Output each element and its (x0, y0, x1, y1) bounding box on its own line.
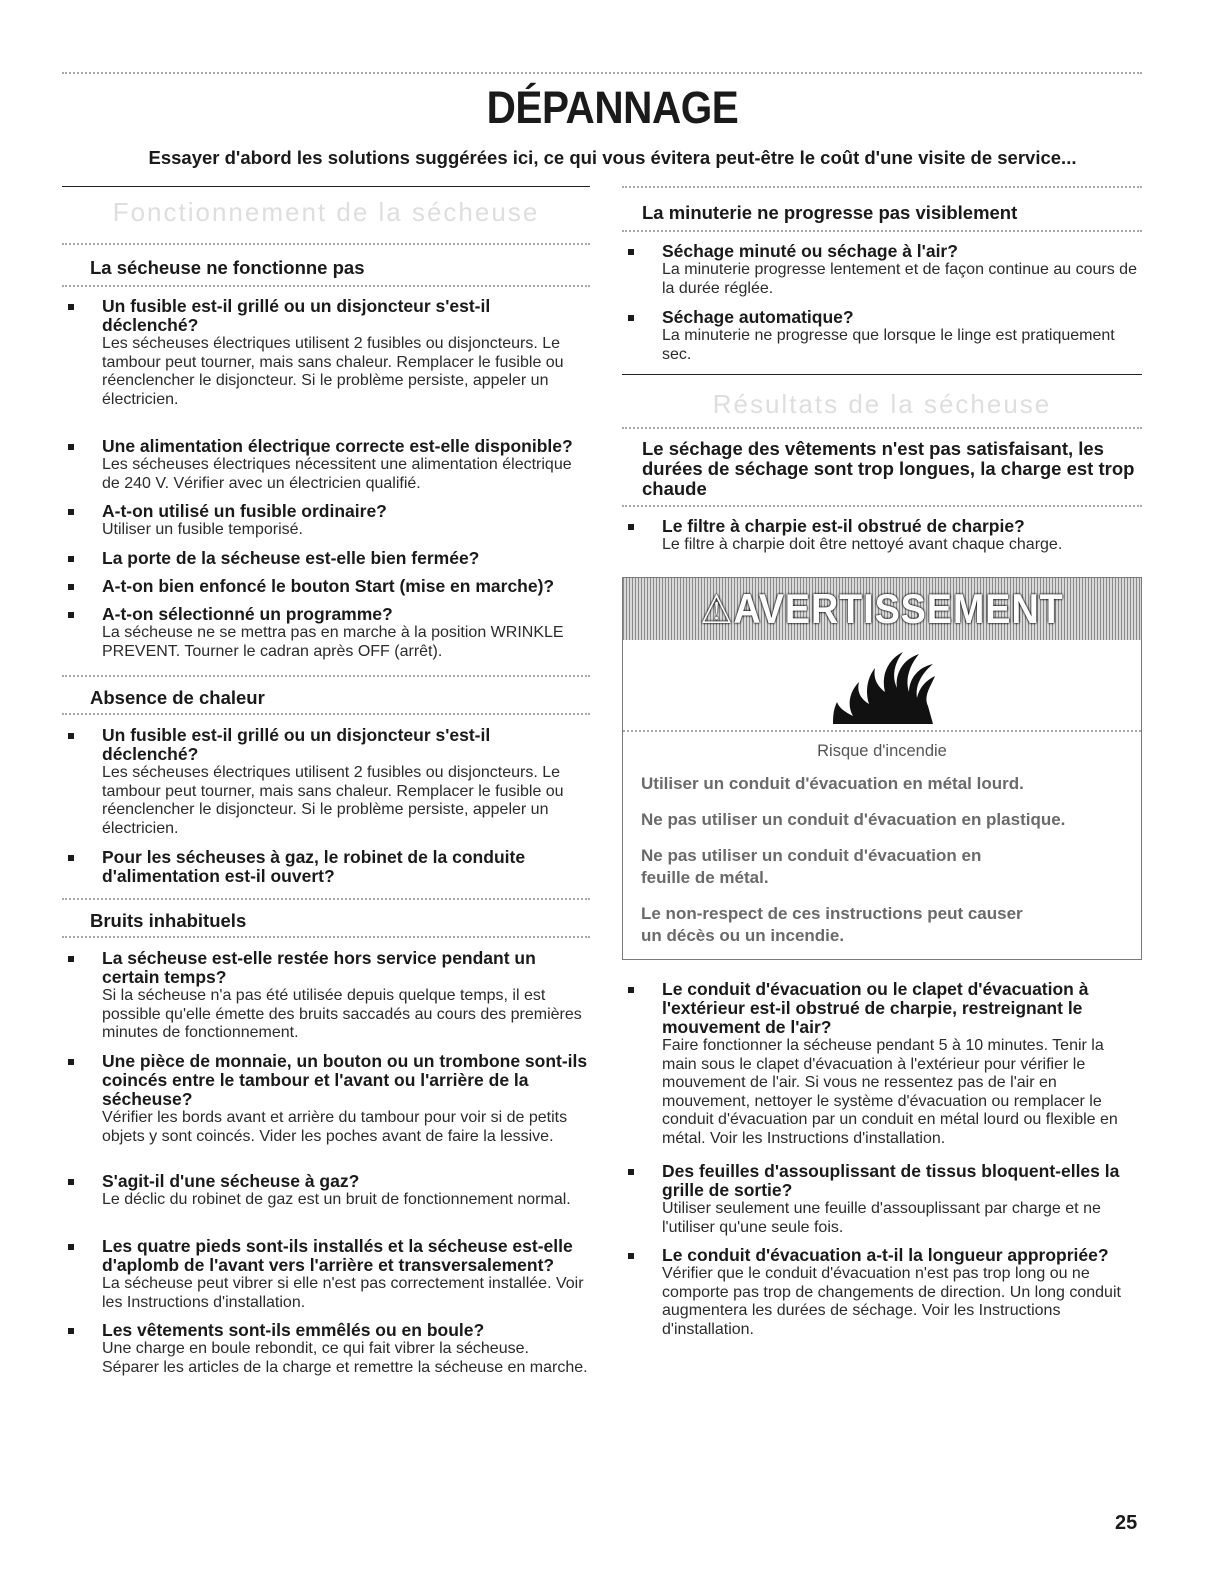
top-rule (62, 72, 1142, 74)
warning-line: Ne pas utiliser un conduit d'évacuation en feuille de métal. (641, 846, 982, 887)
bullet-icon (68, 855, 74, 861)
bullet-icon (68, 612, 74, 618)
list-item (62, 1321, 590, 1401)
question: A-t-on utilisé un fusible ordinaire? (102, 501, 387, 521)
right-column (622, 186, 1142, 1346)
section-title-results: Résultats de la sécheuse (712, 389, 1052, 419)
answer: Utiliser seulement une feuille d'assouplissant par charge et ne l'utiliser qu'une seule fois. (662, 1200, 1101, 1236)
heading-not-working: La sécheuse ne fonctionne pas (90, 257, 365, 278)
list-item (62, 437, 590, 502)
heading-timer: La minuterie ne progresse pas visiblement (642, 202, 1018, 223)
bullet-icon (68, 1059, 74, 1065)
list-results (622, 517, 1142, 567)
fire-figure (623, 640, 1141, 732)
bullet-icon (68, 584, 74, 590)
question: Les quatre pieds sont-ils installés et la sécheuse est-elle d'aplomb de l'avant vers l'arrière et transversalement? (102, 1236, 573, 1275)
question: Des feuilles d'assouplissant de tissus bloquent-elles la grille de sortie? (662, 1161, 1120, 1200)
warning-line: Utiliser un conduit d'évacuation en métal lourd. (641, 774, 1024, 793)
list-item (62, 605, 590, 675)
question: Séchage automatique? (662, 307, 854, 327)
answer: Le déclic du robinet de gaz est un bruit de fonctionnement normal. (102, 1191, 571, 1208)
warning-body (623, 732, 1141, 959)
list-item (62, 848, 590, 898)
answer: La sécheuse ne se mettra pas en marche à la position WRINKLE PREVENT. Tourner le cadran après OFF (arrêt). (102, 624, 564, 660)
question: Un fusible est-il grillé ou un disjoncteur s'est-il déclenché? (102, 725, 491, 764)
question: La porte de la sécheuse est-elle bien fermée? (102, 548, 480, 568)
list-item (62, 577, 590, 605)
bullet-icon (68, 733, 74, 739)
answer: La minuterie progresse lentement et de façon continue au cours de la durée réglée. (662, 261, 1137, 297)
page-number: 25 (1115, 1512, 1138, 1534)
divider (62, 936, 590, 938)
list-item (62, 1172, 590, 1237)
list-item (622, 1162, 1142, 1246)
intro-text: Essayer d'abord les solutions suggérées ici, ce qui vous évitera peut-être le coût d'une visite de service... (148, 147, 1077, 168)
warning-triangle-icon: ⚠ (700, 588, 734, 632)
divider (622, 505, 1142, 507)
answer: La sécheuse peut vibrer si elle n'est pas correctement installée. Voir les Instructions d'installation. (102, 1275, 584, 1311)
bullet-icon (68, 1244, 74, 1250)
list-item (62, 1052, 590, 1172)
divider (62, 285, 590, 287)
list-item (62, 1237, 590, 1321)
answer: Les sécheuses électriques nécessitent une alimentation électrique de 240 V. Vérifier avec un électricien qualifié. (102, 456, 572, 492)
warning-word: AVERTISSEMENT (733, 585, 1064, 632)
list-timer (622, 242, 1142, 374)
list-item (62, 549, 590, 577)
question: Un fusible est-il grillé ou un disjoncteur s'est-il déclenché? (102, 296, 491, 335)
question: Une alimentation électrique correcte est-elle disponible? (102, 436, 573, 456)
list-item (622, 980, 1142, 1162)
answer: Les sécheuses électriques utilisent 2 fusibles ou disjoncteurs. Le tambour peut tourner, mais sans chaleur. Remplacer le fusible ou réenclencher le disjoncteur. Si le problème persiste, appeler un électricien. (102, 764, 564, 837)
list-item (62, 726, 590, 848)
fire-icon (823, 646, 943, 726)
warning-box (622, 577, 1142, 960)
answer: Vérifier les bords avant et arrière du tambour pour voir si de petits objets y sont coincés. Vider les poches avant de faire la lessive. (102, 1109, 568, 1145)
heading-noises: Bruits inhabituels (90, 910, 247, 931)
list-item (622, 517, 1142, 567)
answer: Si la sécheuse n'a pas été utilisée depuis quelque temps, il est possible qu'elle émette des bruits saccadés au cours des premières minutes de fonctionnement. (102, 987, 582, 1041)
question: A-t-on sélectionné un programme? (102, 604, 393, 624)
question: Séchage minuté ou séchage à l'air? (662, 241, 958, 261)
answer: Utiliser un fusible temporisé. (102, 521, 303, 538)
answer: Une charge en boule rebondit, ce qui fait vibrer la sécheuse. Séparer les articles de la charge et remettre la sécheuse en marche. (102, 1340, 588, 1376)
bullet-icon (628, 987, 634, 993)
bullet-icon (68, 1328, 74, 1334)
list-item (622, 242, 1142, 308)
heading-no-heat: Absence de chaleur (90, 687, 265, 708)
bullet-icon (68, 1179, 74, 1185)
warning-header (623, 578, 1141, 640)
question: Le conduit d'évacuation ou le clapet d'évacuation à l'extérieur est-il obstrué de charpie, restreignant le mouvement de l'air? (662, 979, 1089, 1037)
heading-results: Le séchage des vêtements n'est pas satisfaisant, les durées de séchage sont trop longues, la charge est trop chaude (642, 438, 1135, 499)
bullet-icon (68, 509, 74, 515)
warning-label (627, 582, 1137, 636)
question: A-t-on bien enfoncé le bouton Start (mise en marche)? (102, 576, 555, 596)
list-results-more (622, 980, 1142, 1346)
list-not-working (62, 297, 590, 675)
bullet-icon (628, 249, 634, 255)
bullet-icon (68, 956, 74, 962)
bullet-icon (628, 1169, 634, 1175)
answer: Le filtre à charpie doit être nettoyé avant chaque charge. (662, 536, 1063, 553)
question: Le filtre à charpie est-il obstrué de charpie? (662, 516, 1025, 536)
divider (622, 230, 1142, 232)
bullet-icon (628, 524, 634, 530)
list-item (622, 308, 1142, 374)
list-noises (62, 949, 590, 1401)
question: Pour les sécheuses à gaz, le robinet de la conduite d'alimentation est-il ouvert? (102, 847, 526, 886)
warning-line: Le non-respect de ces instructions peut causer un décès ou un incendie. (641, 904, 1023, 945)
answer: Vérifier que le conduit d'évacuation n'est pas trop long ou ne comporte pas trop de changements de direction. Un long conduit augmentera les durées de séchage. Voir les Instructions d'installation. (662, 1265, 1121, 1338)
bullet-icon (68, 444, 74, 450)
answer: La minuterie ne progresse que lorsque le linge est pratiquement sec. (662, 327, 1115, 363)
left-column (62, 186, 590, 1401)
list-item (62, 297, 590, 437)
warning-text (700, 585, 1063, 633)
page-title: DÉPANNAGE (486, 82, 739, 133)
bullet-icon (628, 1253, 634, 1259)
warning-risk: Risque d'incendie (817, 742, 947, 760)
bullet-icon (68, 556, 74, 562)
answer: Les sécheuses électriques utilisent 2 fusibles ou disjoncteurs. Le tambour peut tourner, mais sans chaleur. Remplacer le fusible ou réenclencher le disjoncteur. Si le problème persiste, appeler un électricien. (102, 335, 564, 408)
question: Les vêtements sont-ils emmêlés ou en boule? (102, 1320, 485, 1340)
warning-line: Ne pas utiliser un conduit d'évacuation en plastique. (641, 810, 1066, 829)
question: Le conduit d'évacuation a-t-il la longueur appropriée? (662, 1245, 1109, 1265)
question: La sécheuse est-elle restée hors service pendant un certain temps? (102, 948, 536, 987)
divider (62, 713, 590, 715)
answer: Faire fonctionner la sécheuse pendant 5 à 10 minutes. Tenir la main sous le clapet d'évacuation à l'extérieur pour vérifier le mouvement de l'air. Si vous ne ressentez pas de l'air en mouvement, nettoyer le système d'évacuation ou remplacer le conduit d'évacuation par un conduit en métal lourd ou flexible en métal. Voir les Instructions d'installation. (662, 1037, 1118, 1147)
bullet-icon (68, 304, 74, 310)
section-title-operation: Fonctionnement de la sécheuse (112, 197, 540, 227)
list-item (622, 1246, 1142, 1346)
question: S'agit-il d'une sécheuse à gaz? (102, 1171, 360, 1191)
bullet-icon (628, 315, 634, 321)
list-no-heat (62, 726, 590, 898)
question: Une pièce de monnaie, un bouton ou un trombone sont-ils coincés entre le tambour et l'avant ou l'arrière de la sécheuse? (102, 1051, 588, 1109)
list-item (62, 502, 590, 549)
list-item (62, 949, 590, 1052)
